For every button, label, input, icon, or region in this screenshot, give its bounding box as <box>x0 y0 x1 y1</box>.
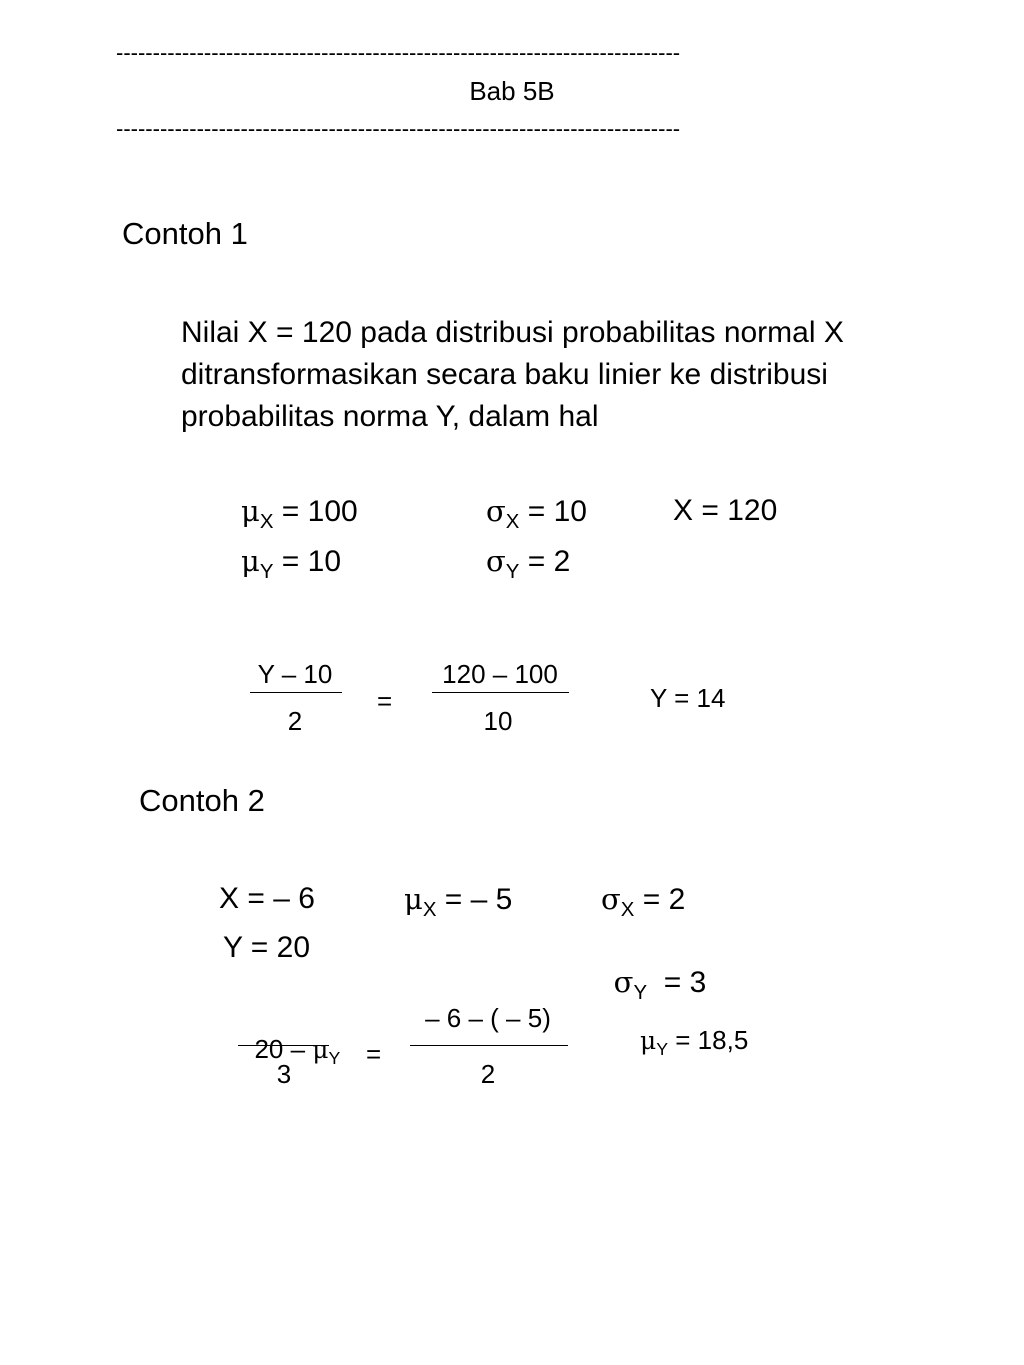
fraction-left-denominator: 2 <box>287 706 303 736</box>
given-sigma-x: $\sigma_X = 10$ <box>486 494 587 534</box>
fraction-left-denominator: 3 <box>276 1059 292 1089</box>
example-2-title: Contoh 2 <box>139 783 265 818</box>
example-1-paragraph <box>181 312 1001 438</box>
paragraph-line: ditransformasikan secara baku linier ke distribusi <box>181 358 828 391</box>
paragraph-line: Nilai X = 120 pada distribusi probabilitas normal X <box>181 316 844 349</box>
fraction-right-denominator: 2 <box>480 1059 496 1089</box>
header-rule-bottom: ----------------------------------------------------------------------------- <box>116 116 681 141</box>
equals-sign: = <box>366 1039 382 1069</box>
fraction-left-bar <box>250 692 342 693</box>
equals-sign: = <box>377 686 393 716</box>
fraction-right-bar <box>410 1045 568 1046</box>
fraction-right-numerator: 120 – 100 <box>442 659 558 689</box>
fraction-right-bar <box>432 692 569 693</box>
equation-result: $\mu_Y = 18,5$ <box>640 1025 749 1060</box>
chapter-title: Bab 5B <box>469 76 555 106</box>
given-x-value: X = – 6 <box>219 882 315 915</box>
given-mu-y: $\mu_Y = 10$ <box>241 544 342 584</box>
given-sigma-y: $\sigma_Y = 3$ <box>613 965 707 1005</box>
equation-result: Y = 14 <box>650 683 726 713</box>
fraction-left-numerator: $20 - \mu_Y$ <box>254 1034 341 1069</box>
fraction-left-bar <box>238 1045 329 1046</box>
header-rule-top: ----------------------------------------------------------------------------- <box>116 40 681 65</box>
given-sigma-x: $\sigma_X = 2$ <box>601 882 686 922</box>
paragraph-line: probabilitas norma Y, dalam hal <box>181 400 599 433</box>
fraction-right-denominator: 10 <box>483 706 513 736</box>
given-sigma-y: $\sigma_Y = 2$ <box>486 544 571 584</box>
fraction-left-numerator: Y – 10 <box>257 659 333 689</box>
given-mu-x: $\mu_X = 100$ <box>241 494 358 534</box>
given-x-value: X = 120 <box>673 494 778 527</box>
example-1-title: Contoh 1 <box>122 216 248 251</box>
given-mu-x: $\mu_X$ = – 5 <box>404 882 513 922</box>
given-y-value: Y = 20 <box>223 931 311 964</box>
fraction-right-numerator: – 6 – ( – 5) <box>425 1003 551 1033</box>
